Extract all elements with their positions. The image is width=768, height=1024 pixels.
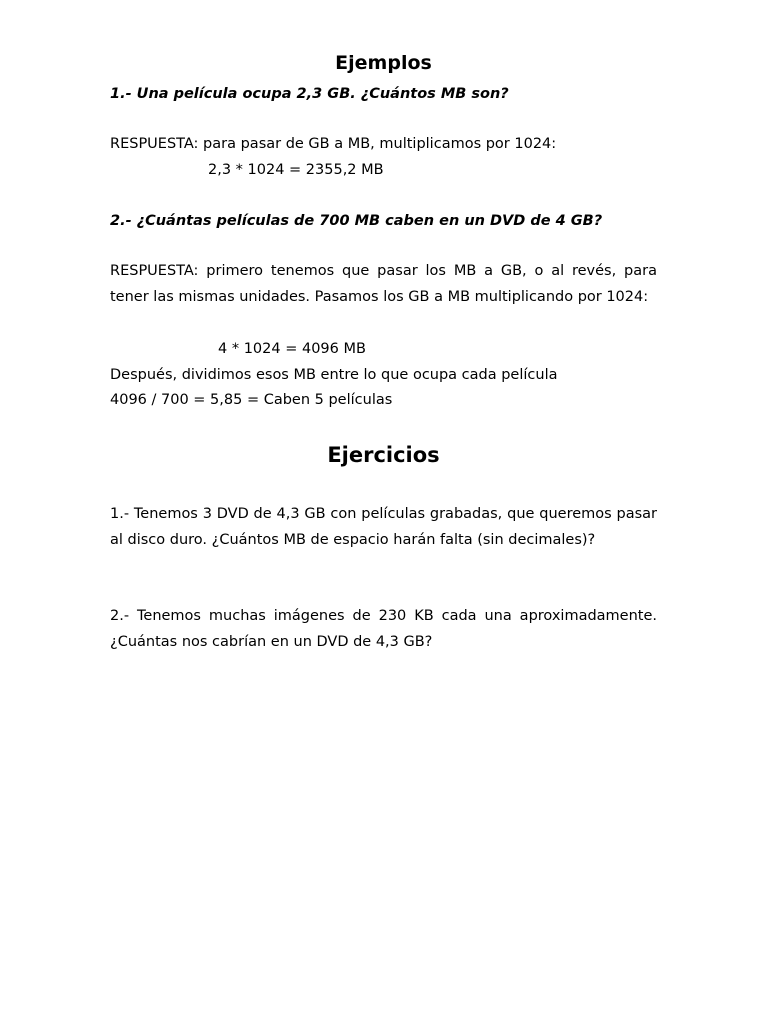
section-title-ejercicios: Ejercicios bbox=[327, 443, 440, 467]
example-answer-2-calc: 4 * 1024 = 4096 MB bbox=[218, 341, 366, 357]
section-title-ejemplos: Ejemplos bbox=[335, 52, 432, 74]
example-answer-1-text: RESPUESTA: para pasar de GB a MB, multiplicamos por 1024: bbox=[110, 136, 557, 152]
exercise-1: 1.- Tenemos 3 DVD de 4,3 GB con películas grabadas, que queremos pasar al disco duro. ¿Cuántos MB de espacio harán falta (sin decimales)? bbox=[110, 506, 657, 548]
example-answer-1-calc: 2,3 * 1024 = 2355,2 MB bbox=[208, 162, 384, 178]
example-answer-2-text: RESPUESTA: primero tenemos que pasar los MB a GB, o al revés, para tener las mismas unidades. Pasamos los GB a MB multiplicando por 1024: bbox=[110, 263, 657, 305]
example-question-2: 2.- ¿Cuántas películas de 700 MB caben en un DVD de 4 GB? bbox=[110, 213, 603, 229]
example-answer-2-result: 4096 / 700 = 5,85 = Caben 5 películas bbox=[110, 392, 393, 408]
example-answer-2-then: Después, dividimos esos MB entre lo que ocupa cada película bbox=[110, 367, 558, 383]
example-question-1: 1.- Una película ocupa 2,3 GB. ¿Cuántos MB son? bbox=[110, 86, 509, 102]
exercise-2: 2.- Tenemos muchas imágenes de 230 KB cada una aproximadamente. ¿Cuántas nos cabrían en un DVD de 4,3 GB? bbox=[110, 608, 657, 650]
